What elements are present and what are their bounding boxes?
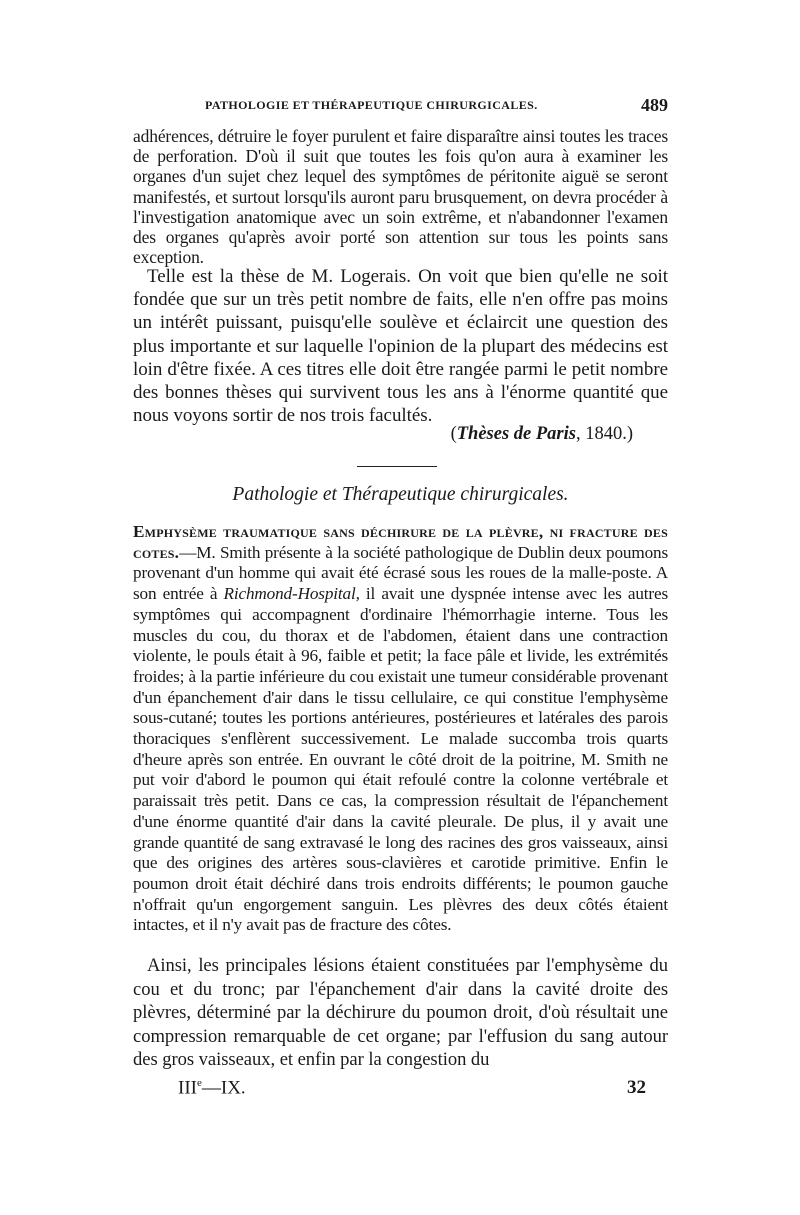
page-footer (133, 1077, 668, 1101)
hospital-name: Richmond-Hospital, (223, 584, 360, 604)
section-divider (357, 466, 437, 467)
paragraph-logerais-thesis: Telle est la thèse de M. Logerais. On voit que bien qu'elle ne soit fondée que sur un très petit nombre de faits, elle n'en offre pas moins un intérêt puissant, puisqu'elle soulève et éclaircit une question des plus importante et sur laquelle l'opinion de la plupart des médecins est loin d'être fixée. A ces titres elle doit être rangée parmi le petit nombre des bonnes thèses qui survivent tous les ans à l'énorme quantité que nous voyons sortir de nos trois facultés. (133, 266, 668, 427)
paragraph-lesions-summary: Ainsi, les principales lésions étaient constituées par l'emphysème du cou et du tronc; par l'épanchement d'air dans la cavité droite des plèvres, déterminé par la déchirure du poumon droit, d'où résultait une compression remarquable de cet organe; par l'effusion du sang autour des gros vaisseaux, et enfin par la congestion du (133, 955, 668, 1071)
page-number: 489 (641, 95, 668, 115)
section-title: Pathologie et Thérapeutique chirurgicales. (232, 484, 569, 505)
sheet-number: 32 (627, 1077, 646, 1098)
signature-superscript: e (196, 1077, 202, 1089)
signature-series: —IX. (201, 1077, 246, 1099)
article-heading: Emphysème traumatique sans déchirure de la plèvre, ni fracture des cotes. (133, 522, 668, 562)
paragraph-emphyseme-case (133, 522, 668, 936)
citation (133, 424, 633, 445)
running-title: PATHOLOGIE ET THÉRAPEUTIQUE CHIRURGICALES. (205, 98, 538, 112)
case-text-a: —M. Smith présente à la société pathologique de Dublin deux poumons provenant d'un homme qui avait été écrasé sous les roues de la malle-poste. A son entrée à (133, 542, 668, 604)
citation-open: ( (450, 424, 457, 444)
citation-source: Thèses de Paris (456, 424, 576, 444)
paragraph-continuation: adhérences, détruire le foyer purulent et faire disparaître ainsi toutes les traces de perforation. D'où il suit que toutes les fois qu'on aura à examiner les organes d'un sujet chez lequel des symptômes de péritonite aiguë se seront manifestés, et surtout lorsqu'ils auront paru brusquement, on devra procéder à l'investigation anatomique avec un soin extrême, et n'abandonner l'examen des organes qu'après avoir porté son attention sur tous les points sans exception. (133, 126, 668, 268)
printer-signature (178, 1077, 246, 1099)
page-header (133, 95, 668, 119)
signature-volume: III (178, 1077, 197, 1099)
citation-year: , 1840.) (575, 424, 633, 444)
case-text-b: il avait une dyspnée intense avec les autres symptômes qui accompagnent d'ordinaire l'hémorrhagie interne. Tous les muscles du cou, du thorax et de l'abdomen, étaient dans une contraction violente, le pouls était à 96, faible et petit; la face pâle et livide, les extrémités froides; à la partie inférieure du cou existait une tumeur considérable provenant d'un épanchement d'air dans le tissu cellulaire, ce qui constitue l'emphysème sous-cutané; toutes les portions antérieures, postérieures et latérales des parois thoraciques s'enflèrent successivement. Le malade succomba trois quarts d'heure après son entrée. En ouvrant le côté droit de la poitrine, M. Smith ne put voir d'abord le poumon qui était refoulé contre la colonne vertébrale et paraissait très petit. Dans ce cas, la compression résultait de l'épanchement d'une énorme quantité d'air dans la cavité pleurale. De plus, il y avait une grande quantité de sang extravasé le long des racines des gros vaisseaux, ainsi que des origines des artères sous-clavières et carotide primitive. Enfin le poumon droit était déchiré dans trois endroits différents; le poumon gauche n'offrait qu'un engorgement sanguin. Les plèvres des deux côtés étaient intactes, et il n'y avait pas de fracture des côtes. (133, 584, 668, 935)
